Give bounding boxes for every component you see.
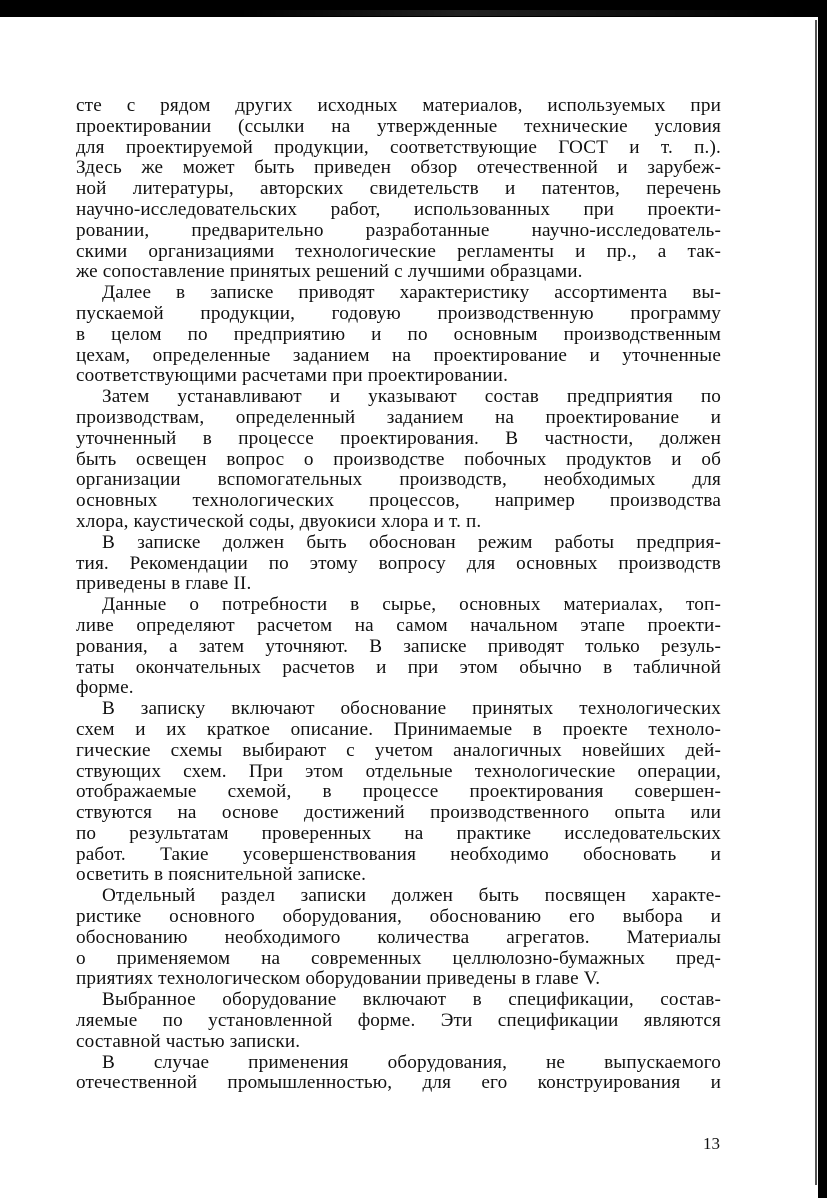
text-line: о применяемом на современных целлюлозно-бумажных пред- (76, 947, 721, 969)
text-line: соответствующими расчетами при проектировании. (76, 365, 509, 387)
text-line: пускаемой продукции, годовую производственную программу (76, 302, 721, 324)
text-line: В записке должен быть обоснован режим работы предприя- (102, 531, 721, 553)
text-line: рования, а затем уточняют. В записке приводят только резуль- (76, 635, 721, 657)
text-line: гические схемы выбирают с учетом аналогичных новейших дей- (76, 739, 721, 761)
text-line: отображаемые схемой, в процессе проектирования совершен- (76, 781, 721, 803)
text-line: схем и их краткое описание. Принимаемые в проекте техноло- (76, 718, 721, 740)
text-line: ной литературы, авторских свидетельств и патентов, перечень (76, 178, 721, 200)
scan-right-edge-line (815, 20, 817, 1185)
paragraph (76, 533, 721, 595)
scan-right-edge (818, 0, 827, 1198)
text-line: форме. (76, 677, 134, 699)
text-line: ствуются на основе достижений производственного опыта или (76, 802, 721, 824)
text-line: уточненный в процессе проектирования. В частности, должен (76, 427, 721, 449)
text-line: составной частью записки. (76, 1030, 301, 1052)
text-line: ровании, предварительно разработанные научно-исследователь- (76, 219, 721, 241)
text-line: осветить в пояснительной записке. (76, 864, 367, 886)
text-line: ствующих схем. При этом отдельные технологические операции, (76, 760, 721, 782)
paragraph (76, 990, 721, 1052)
text-line: Данные о потребности в сырье, основных материалах, топ- (102, 594, 721, 616)
text-line: по результатам проверенных на практике исследовательских (76, 822, 721, 844)
text-line: работ. Такие усовершенствования необходимо обосновать и (76, 843, 721, 865)
paragraph (76, 886, 721, 990)
text-line: Затем устанавливают и указывают состав предприятия по (102, 386, 721, 408)
paragraph (76, 283, 721, 387)
text-line: таты окончательных расчетов и при этом обычно в табличной (76, 656, 721, 678)
text-line: В записку включают обоснование принятых технологических (102, 698, 721, 720)
text-line: хлора, каустической соды, двуокиси хлора и т. п. (76, 510, 482, 532)
text-line: быть освещен вопрос о производстве побочных продуктов и об (76, 448, 721, 470)
scan-top-edge-shadow (240, 10, 800, 16)
text-line: Далее в записке приводят характеристику ассортимента вы- (102, 282, 721, 304)
text-line: научно-исследовательских работ, использованных при проекти- (76, 198, 721, 220)
paragraph (76, 96, 721, 283)
text-line: приятиях технологическом оборудовании приведены в главе V. (76, 968, 601, 990)
text-line: сте с рядом других исходных материалов, используемых при (76, 95, 721, 116)
text-line: основных технологических процессов, например производства (76, 490, 721, 512)
paragraph (76, 387, 721, 533)
text-line: для проектируемой продукции, соответствующие ГОСТ и т. п.). (76, 136, 721, 158)
text-line: цехам, определенные заданием на проектирование и уточненные (76, 344, 721, 366)
page-body-text (76, 96, 721, 1094)
text-line: ристике основного оборудования, обоснованию его выбора и (76, 906, 721, 928)
text-line: приведены в главе II. (76, 573, 252, 595)
text-line: производствам, определенный заданием на проектирование и (76, 406, 721, 428)
text-line: организации вспомогательных производств, необходимых для (76, 469, 721, 491)
text-line: обоснованию необходимого количества агрегатов. Материалы (76, 926, 721, 948)
paragraph (76, 595, 721, 699)
text-line: Здесь же может быть приведен обзор отечественной и зарубеж- (76, 157, 721, 179)
text-line: В случае применения оборудования, не выпускаемого (102, 1051, 721, 1073)
paragraph (76, 699, 721, 886)
text-line: Выбранное оборудование включают в спецификации, состав- (102, 989, 721, 1011)
page-number: 13 (703, 1134, 720, 1153)
text-line: тия. Рекомендации по этому вопросу для основных производств (76, 552, 721, 574)
paragraph (76, 1053, 721, 1095)
text-line: ливе определяют расчетом на самом начальном этапе проекти- (76, 614, 721, 636)
text-line: Отдельный раздел записки должен быть посвящен характе- (102, 885, 721, 907)
text-line: же сопоставление принятых решений с лучшими образцами. (76, 261, 583, 283)
text-line: ляемые по установленной форме. Эти спецификации являются (76, 1010, 721, 1032)
text-line: скими организациями технологические регламенты и пр., а так- (76, 240, 721, 262)
text-line: в целом по предприятию и по основным производственным (76, 323, 721, 345)
text-line: отечественной промышленностью, для его конструирования и (76, 1072, 721, 1094)
text-line: проектировании (ссылки на утвержденные технические условия (76, 115, 721, 137)
